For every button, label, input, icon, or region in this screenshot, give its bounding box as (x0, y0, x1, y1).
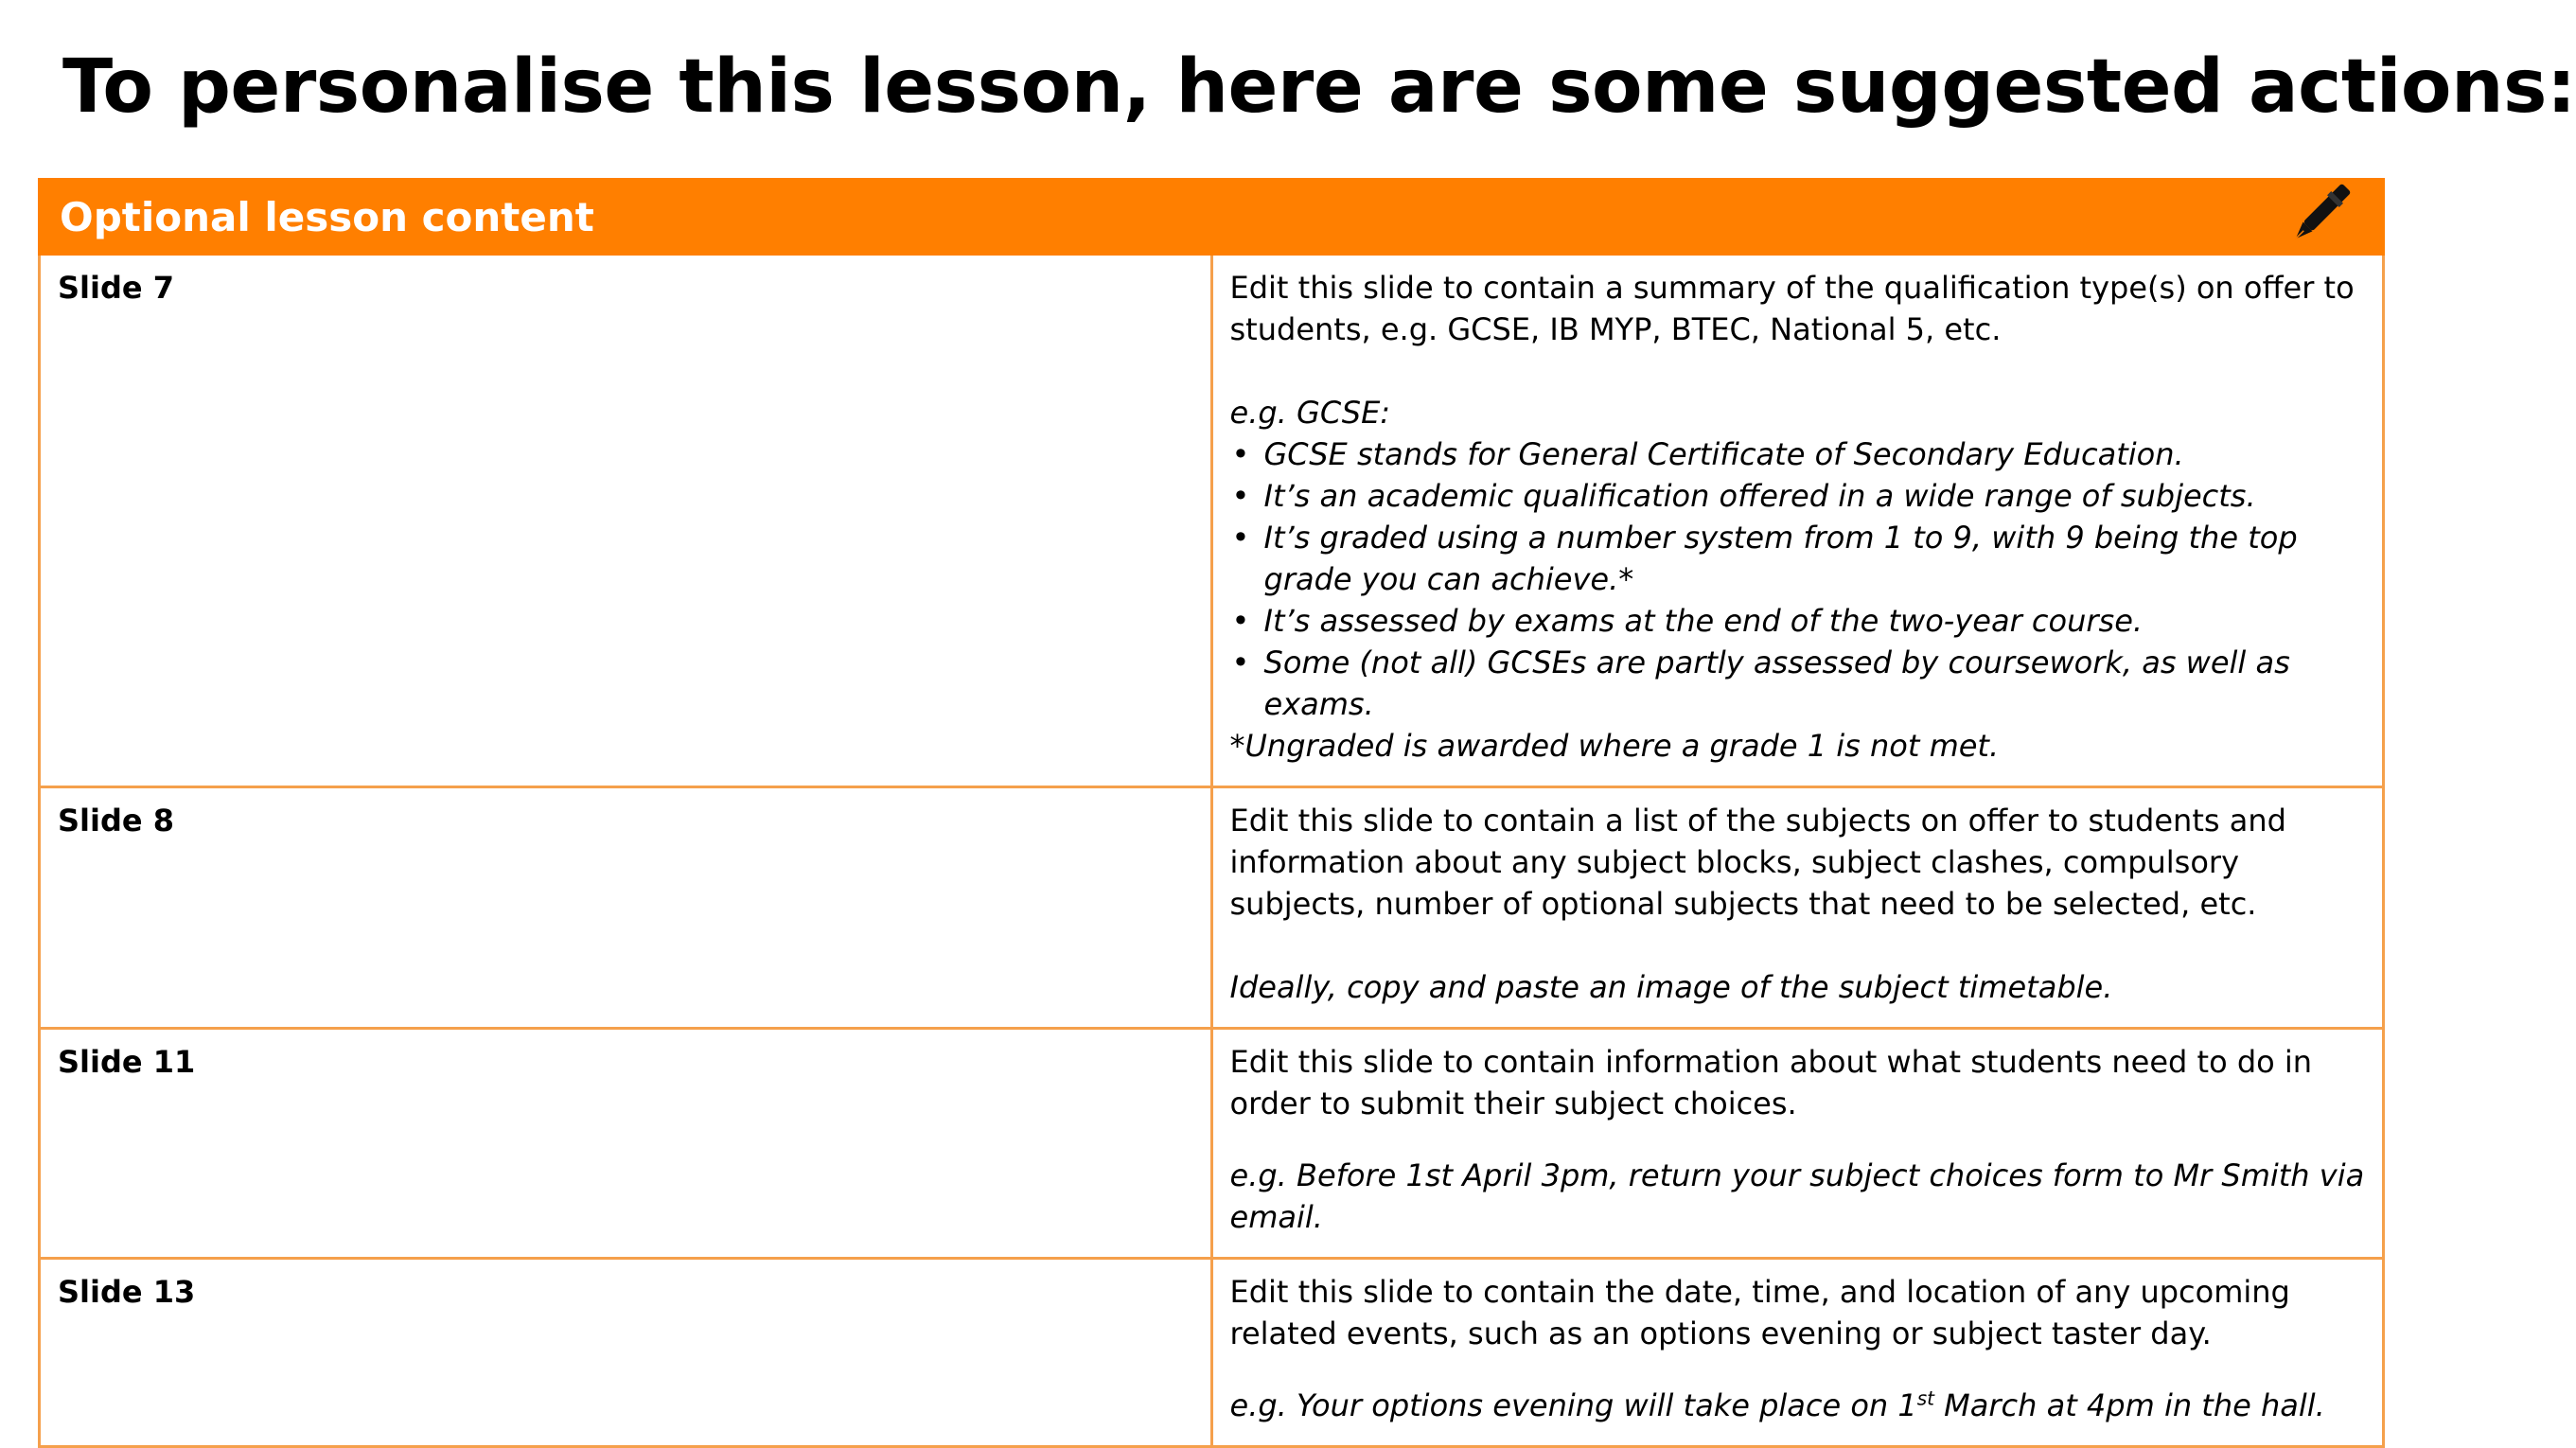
slide-description (1211, 787, 2384, 1029)
slide-number: Slide 8 (40, 787, 1212, 1029)
example-text-end: March at 4pm in the hall. (1934, 1387, 2325, 1423)
list-item: • GCSE stands for General Certificate of Secondary Education. (1230, 433, 2368, 475)
table-row-slide-13 (40, 1259, 2384, 1447)
list-item: • It’s assessed by exams at the end of the two-year course. (1230, 600, 2368, 642)
slide-number: Slide 11 (40, 1029, 1212, 1259)
instruction-text: Edit this slide to contain the date, time, and location of any upcoming related events, such as an options evening or subject taster day. (1229, 1274, 2290, 1351)
example-intro: e.g. GCSE: (1229, 395, 1391, 431)
slide-description (1211, 255, 2384, 787)
slide-description (1211, 1029, 2384, 1259)
instruction-text: Edit this slide to contain information about what students need to do in order to submit their subject choices. (1229, 1044, 2313, 1121)
slide-description (1211, 1259, 2384, 1447)
ordinal-suffix: st (1916, 1386, 1934, 1410)
example-bullet-list (1230, 433, 2368, 725)
example-text: e.g. Before 1st April 3pm, return your subject choices form to Mr Smith via email. (1229, 1157, 2365, 1235)
table-row-slide-7 (40, 255, 2384, 787)
list-item: • It’s an academic qualification offered in a wide range of subjects. (1230, 475, 2368, 517)
instruction-text: Edit this slide to contain a summary of the qualification type(s) on offer to students, e.g. GCSE, IB MYP, BTEC, National 5, etc. (1229, 270, 2355, 347)
pen-icon (2278, 181, 2354, 256)
example-text: Ideally, copy and paste an image of the subject timetable. (1229, 969, 2113, 1005)
example-text (1230, 1385, 2368, 1426)
instruction-text: Edit this slide to contain a list of the subjects on offer to students and information about any subject blocks, subject clashes, compulsory subjects, number of optional subjects that need to be selected, etc. (1229, 803, 2286, 922)
example-text-start: e.g. Your options evening will take place on 1 (1229, 1387, 1917, 1423)
footnote-text: *Ungraded is awarded where a grade 1 is not met. (1229, 728, 2000, 764)
list-item: • Some (not all) GCSEs are partly assessed by coursework, as well as exams. (1230, 642, 2368, 725)
slide-number: Slide 13 (40, 1259, 1212, 1447)
table-row-slide-11 (40, 1029, 2384, 1259)
list-item: • It’s graded using a number system from 1 to 9, with 9 being the top grade you can achieve.* (1230, 517, 2368, 600)
table-header-label: Optional lesson content (60, 193, 594, 240)
slide-number: Slide 7 (40, 255, 1212, 787)
page-title: To personalise this lesson, here are some suggested actions: (62, 44, 2576, 130)
table-row-slide-8 (40, 787, 2384, 1029)
table-header (40, 180, 2384, 255)
optional-content-table (38, 178, 2385, 1448)
